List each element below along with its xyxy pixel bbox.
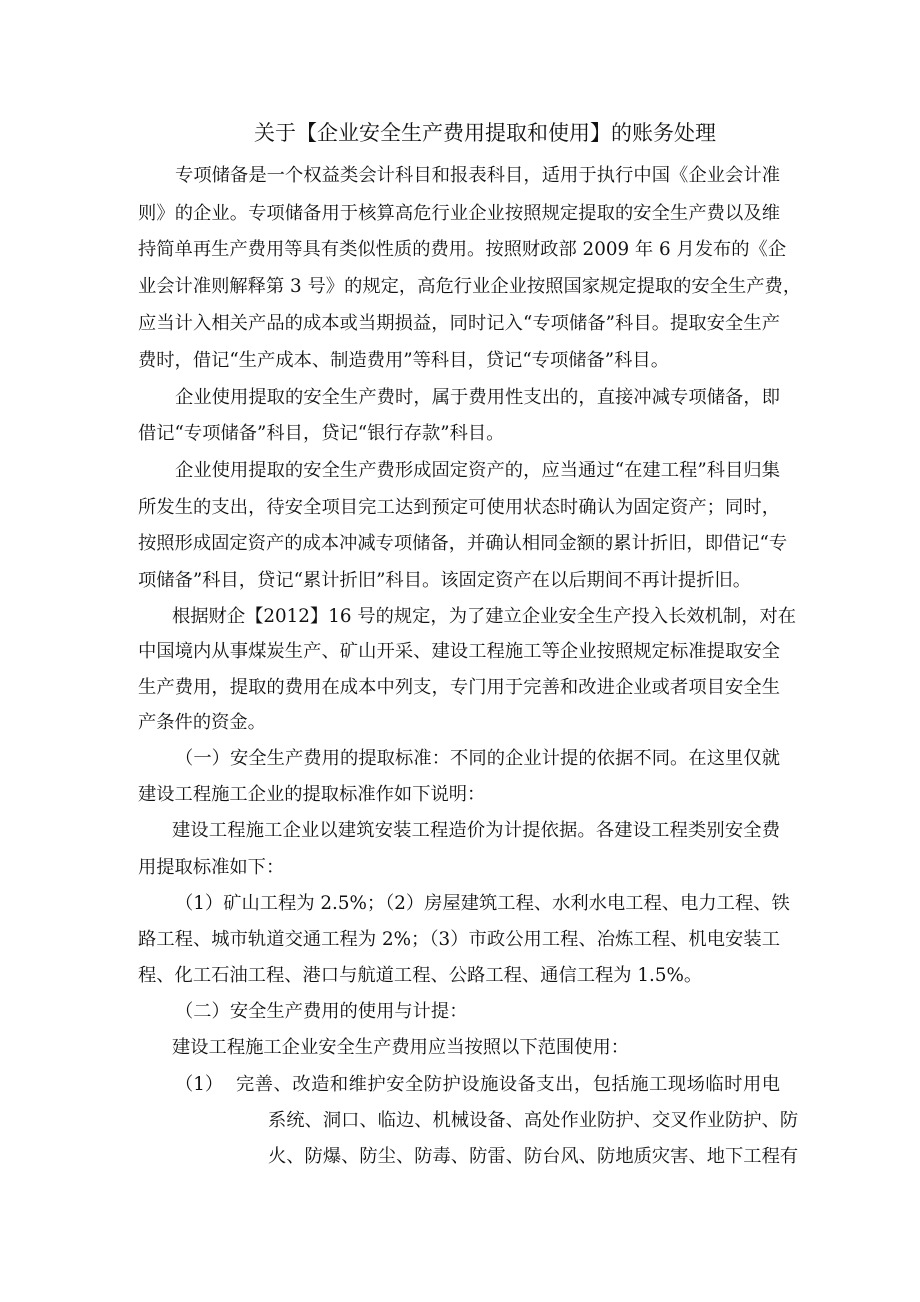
section-heading: （二）安全生产费用的使用与计提： — [175, 1001, 468, 1022]
paragraph-line: 建设工程施工企业安全生产费用应当按照以下范围使用： — [172, 1037, 630, 1058]
paragraph-line: 所发生的支出，待安全项目完工达到预定可使用状态时确认为固定资产；同时， — [138, 497, 780, 518]
paragraph-line: 则》的企业。专项储备用于核算高危行业企业按照规定提取的安全生产费以及维 — [138, 203, 780, 224]
paragraph-line: 产条件的资金。 — [138, 712, 266, 733]
paragraph-line: 按照形成固定资产的成本冲减专项储备，并确认相同金额的累计折旧，即借记“专 — [138, 533, 788, 554]
list-item-line: 完善、改造和维护安全防护设施设备支出，包括施工现场临时用电 — [236, 1074, 780, 1095]
paragraph-line: 企业使用提取的安全生产费形成固定资产的，应当通过“在建工程”科目归集 — [175, 460, 780, 481]
paragraph-line: 费时，借记“生产成本、制造费用”等科目，贷记“专项储备”科目。 — [138, 350, 669, 371]
paragraph-line: 项储备”科目，贷记“累计折旧”科目。该固定资产在以后期间不再计提折旧。 — [138, 570, 752, 591]
paragraph-line: 根据财企【2012】16 号的规定，为了建立企业安全生产投入长效机制，对在 — [172, 606, 797, 627]
paragraph-line: 建设工程施工企业的提取标准作如下说明： — [138, 784, 486, 805]
list-item-line: 火、防爆、防尘、防毒、防雷、防台风、防地质灾害、地下工程有 — [268, 1146, 799, 1167]
document-title: 关于【企业安全生产费用提取和使用】的账务处理 — [254, 121, 716, 145]
paragraph-line: 持简单再生产费用等具有类似性质的费用。按照财政部 2009 年 6 月发布的《企 — [138, 239, 787, 260]
paragraph-line: 建设工程施工企业以建筑安装工程造价为计提依据。各建设工程类别安全费 — [172, 820, 780, 841]
list-item-number: （1） — [175, 1074, 224, 1095]
list-item-line: 系统、洞口、临边、机械设备、高处作业防护、交叉作业防护、防 — [268, 1110, 799, 1131]
paragraph-line: （1）矿山工程为 2.5%；（2）房屋建筑工程、水利水电工程、电力工程、铁 — [175, 893, 790, 914]
paragraph-line: 业会计准则解释第 3 号》的规定，高危行业企业按照国家规定提取的安全生产费， — [138, 276, 802, 297]
paragraph-line: 专项储备是一个权益类会计科目和报表科目，适用于执行中国《企业会计准 — [175, 165, 780, 186]
paragraph-line: （一）安全生产费用的提取标准：不同的企业计提的依据不同。在这里仅就 — [175, 748, 780, 769]
paragraph-line: 生产费用，提取的费用在成本中列支，专门用于完善和改进企业或者项目安全生 — [138, 677, 780, 698]
paragraph-line: 中国境内从事煤炭生产、矿山开采、建设工程施工等企业按照规定标准提取安全 — [138, 641, 780, 662]
paragraph-line: 借记“专项储备”科目，贷记“银行存款”科目。 — [138, 423, 505, 444]
paragraph-line: 应当计入相关产品的成本或当期损益，同时记入“专项储备”科目。提取安全生产 — [138, 313, 780, 334]
paragraph-line: 用提取标准如下： — [138, 857, 285, 878]
paragraph-line: 企业使用提取的安全生产费时，属于费用性支出的，直接冲减专项储备，即 — [175, 387, 780, 408]
paragraph-line: 程、化工石油工程、港口与航道工程、公路工程、通信工程为 1.5%。 — [138, 965, 703, 986]
paragraph-line: 路工程、城市轨道交通工程为 2%；（3）市政公用工程、冶炼工程、机电安装工 — [138, 929, 780, 950]
